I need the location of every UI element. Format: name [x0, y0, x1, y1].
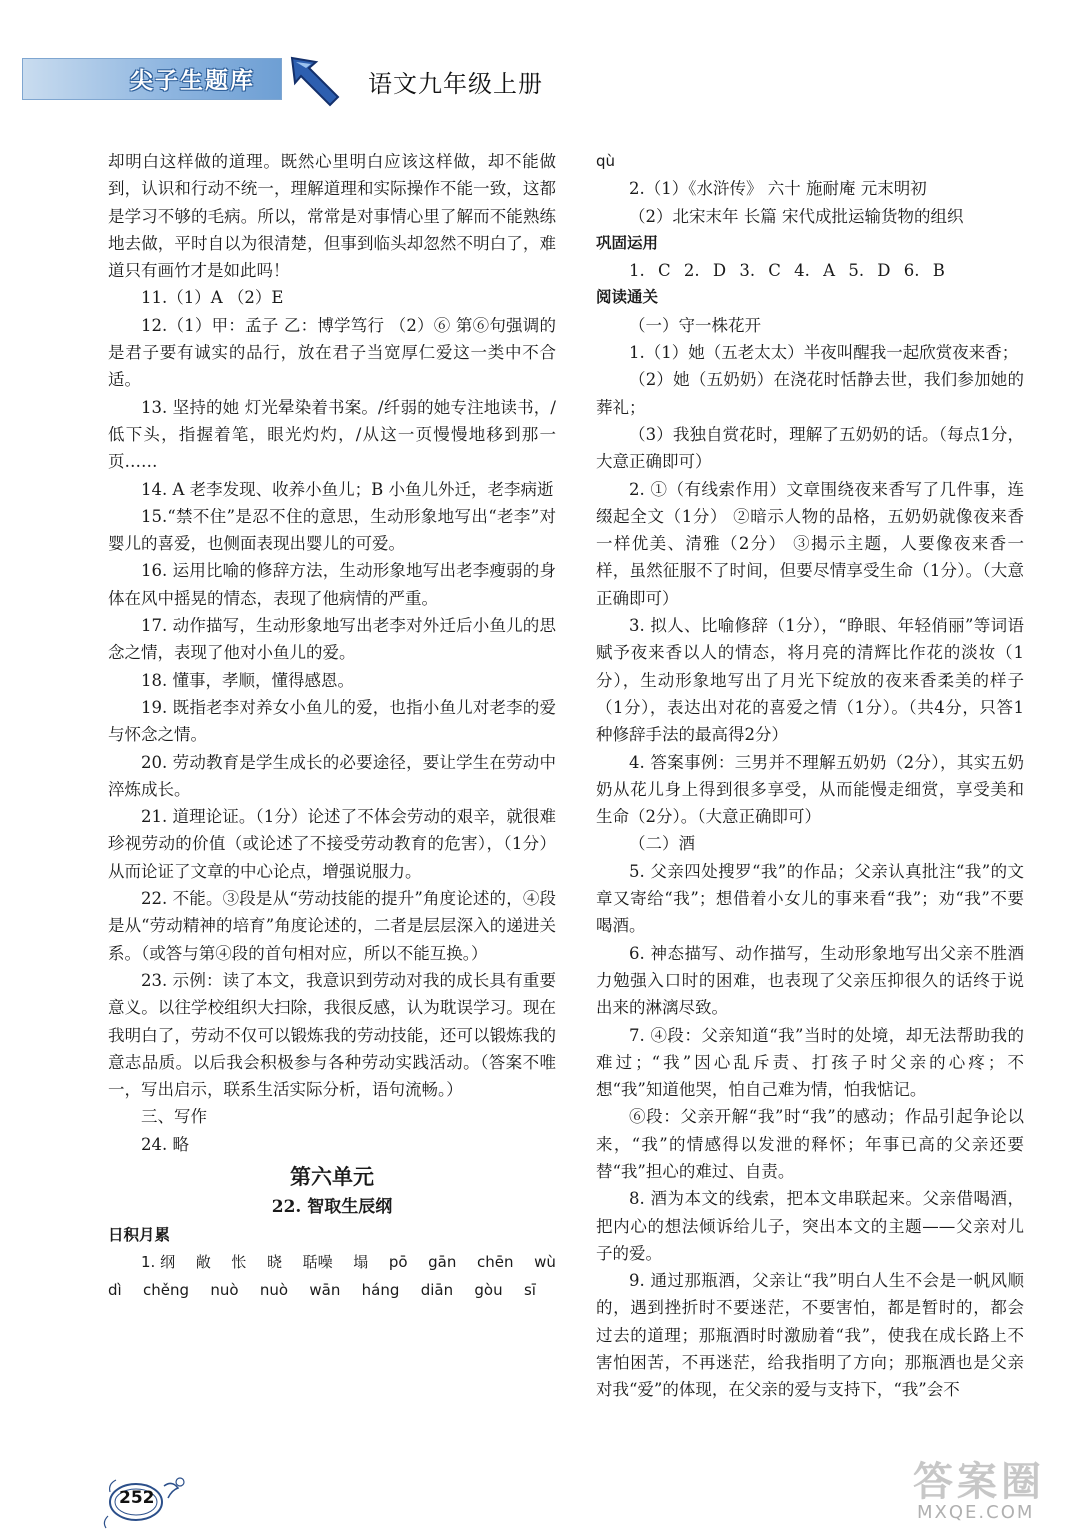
pinyin-item: 怅 — [231, 1253, 247, 1272]
reading-answer-3: 3. 拟人、比喻修辞（1分），“睁眼、年轻俏丽”等词语赋予夜来香以人的情态，将月亮的清辉比作花的淡妆（1分），生动形象地写出了月光下绽放的夜来香柔美的样子（1分），表达出对花的喜爱之情（1分）。（共4分，只答1种修辞手法的最高得2分） — [596, 616, 1024, 745]
reading-answer-7: 7. ④段：父亲知道“我”当时的处境，却无法帮助我的难过；“我”因心乱斥责、打孩子时父亲的心疼；不想“我”知道他哭，怕自己难为情，怕我惦记。 — [596, 1025, 1024, 1100]
reading-answer-1-3: （3）我独自赏花时，理解了五奶奶的话。（每点1分，大意正确即可） — [596, 424, 1024, 472]
answer-12: 12.（1）甲：孟子 乙：博学笃行 （2）⑥ 第⑥句强调的是君子要有诚实的品行，放在君子当宽厚仁爱这一类中不合适。 — [108, 315, 556, 390]
section-heading-yuedu: 阅读通关 — [596, 288, 659, 307]
answer-15: 15.“禁不住”是忍不住的意思，生动形象地写出“老李”对婴儿的喜爱，也侧面表现出婴儿的可爱。 — [108, 506, 556, 554]
answer-23: 23. 示例：读了本文，我意识到劳动对我的成长具有重要意义。以往学校组织大扫除，我很反感，认为耽误学习。现在我明白了，劳动不仅可以锻炼我的劳动技能，还可以锻炼我的意志品质。以后我会积极参与各种劳动实践活动。（答案不唯一，写出启示，联系生活实际分析，语句流畅。） — [108, 970, 556, 1100]
lesson-title: 22. 智取生辰纲 — [271, 1196, 393, 1217]
answer-20: 20. 劳动教育是学生成长的必要途径，要让学生在劳动中淬炼成长。 — [108, 752, 556, 799]
pinyin-item: gān — [428, 1253, 457, 1272]
pinyin-item: dì — [108, 1280, 122, 1299]
pinyin-item: diān — [420, 1280, 454, 1299]
section-writing: 三、写作 — [141, 1107, 207, 1127]
answer-2-1: 2.（1）《水浒传》 六十 施耐庵 元末明初 — [629, 179, 927, 199]
reading-answer-1-2: （2）她（五奶奶）在浇花时恬静去世，我们参加她的葬礼； — [596, 370, 1024, 417]
reading-answer-1-1: 1.（1）她（五老太太）半夜叫醒我一起欣赏夜来香； — [629, 343, 1019, 363]
left-column — [108, 148, 556, 1304]
reading-title-1: （一）守一株花开 — [629, 315, 761, 335]
reading-answer-5: 5. 父亲四处搜罗“我”的作品；父亲认真批注“我”的文章又寄给“我”；想借着小女儿的事来看“我”；劝“我”不要喝酒。 — [596, 861, 1024, 936]
answer-2-2: （2）北宋末年 长篇 宋代成批运输货物的组织 — [629, 206, 964, 226]
book-title: 语文九年级上册 — [368, 70, 543, 98]
reading-answer-6: 6. 神态描写、动作描写，生动形象地写出父亲不胜酒力勉强入口时的困难，也表现了父亲压抑很久的话终于说出来的淋漓尽致。 — [596, 943, 1024, 1018]
answer-14: 14. A 老李发现、收养小鱼儿；B 小鱼儿外迁，老李病逝 — [141, 479, 554, 499]
watermark-main: 答案圈 — [913, 1459, 1045, 1505]
pinyin-item: wān — [309, 1280, 341, 1299]
answer-18: 18. 懂事，孝顺，懂得感恩。 — [141, 670, 354, 690]
answer-11: 11.（1）A （2）E — [141, 288, 284, 308]
reading-title-2: （二）酒 — [629, 834, 695, 854]
pinyin-item: 敞 — [195, 1253, 211, 1272]
section-heading-rijiyuelei: 日积月累 — [108, 1225, 171, 1244]
right-column — [596, 148, 1024, 1404]
pinyin-item: pō — [388, 1253, 408, 1272]
answer-21: 21. 道理论证。（1分）论述了不体会劳动的艰辛，就很难珍视劳动的价值（或论述了不接受劳动教育的危害），（1分）从而论证了文章的中心论点，增强说服力。 — [108, 807, 556, 881]
answer-17: 17. 动作描写，生动形象地写出老李对外迁后小鱼儿的思念之情，表现了他对小鱼儿的爱。 — [108, 616, 556, 663]
answer-24: 24. 略 — [141, 1134, 189, 1154]
arrow-icon — [286, 52, 342, 108]
pinyin-item: 晓 — [266, 1253, 282, 1272]
pinyin-item: 塌 — [353, 1253, 369, 1272]
pinyin-item: nuò — [259, 1280, 289, 1299]
watermark-sub: MXQE.COM — [917, 1502, 1035, 1523]
reading-answer-9: 9. 通过那瓶酒，父亲让“我”明白人生不会是一帆风顺的，遇到挫折时不要迷茫，不要害怕，都是暂时的，都会过去的道理；那瓶酒时时激励着“我”，使我在成长路上不害怕困苦，不再迷茫，给我指明了方向；那瓶酒也是父亲对我“爱”的体现，在父亲的爱与支持下，“我”会不 — [596, 1271, 1024, 1400]
answer-19: 19. 既指老李对养女小鱼儿的爱，也指小鱼儿对老李的爱与怀念之情。 — [108, 697, 556, 745]
pinyin-item: gòu — [474, 1280, 503, 1299]
pinyin-item: chěng — [143, 1280, 190, 1299]
section-heading-gonggu: 巩固运用 — [596, 233, 659, 252]
page-header — [0, 0, 1091, 120]
pinyin-item: 聒噪 — [302, 1253, 333, 1272]
answer-16: 16. 运用比喻的修辞方法，生动形象地写出老李瘦弱的身体在风中摇晃的情态，表现了他病情的严重。 — [108, 561, 556, 608]
pinyin-continuation: qù — [596, 152, 616, 170]
page-number: 252 — [119, 1488, 155, 1508]
answer-22: 22. 不能。③段是从“劳动技能的提升”角度论述的，④段是从“劳动精神的培育”角度论述的，二者是层层深入的递进关系。（或答与第④段的首句相对应，所以不能互换。） — [108, 889, 556, 963]
pinyin-item: 1. 纲 — [141, 1253, 176, 1272]
pinyin-item: wù — [534, 1253, 556, 1272]
answer-13: 13. 坚持的她 灯光晕染着书案。/纤弱的她专注地读书，/低下头，指握着笔，眼光灼灼，/从这一页慢慢地移到那一页…… — [108, 397, 556, 472]
reading-answer-4: 4. 答案事例：三男并不理解五奶奶（2分），其实五奶奶从花儿身上得到很多享受，从而能慢走细赏，享受美和生命（2分）。（大意正确即可） — [596, 752, 1024, 827]
unit-title: 第六单元 — [290, 1163, 374, 1189]
pinyin-item: nuò — [210, 1280, 239, 1299]
reading-answer-7-b: ⑥段：父亲开解“我”时“我”的感动；作品引起争论以来，“我”的情感得以发泄的释怀；年事已高的父亲还要替“我”担心的难过、自责。 — [596, 1107, 1024, 1181]
reading-answer-2: 2. ①（有线索作用）文章围绕夜来香写了几件事，连缀起全文（1分） ②暗示人物的品格，五奶奶就像夜来香一样优美、清雅（2分） ③揭示主题，人要像夜来香一样，虽然征服不了时间，但要尽情享受生命（1分）。（大意正确即可） — [596, 479, 1024, 608]
watermark-logo — [905, 1450, 1075, 1530]
pinyin-item: chēn — [476, 1253, 514, 1272]
pinyin-line-1 — [108, 1249, 556, 1276]
brand-title: 尖子生题库 — [130, 68, 255, 94]
pinyin-item: sī — [523, 1280, 536, 1299]
reading-answer-8: 8. 酒为本文的线索，把本文串联起来。父亲借喝酒，把内心的想法倾诉给儿子，突出本文的主题——父亲对儿子的爱。 — [596, 1189, 1024, 1263]
pinyin-line-2 — [108, 1277, 556, 1304]
choice-answers: 1. C 2. D 3. C 4. A 5. D 6. B — [629, 261, 945, 281]
pinyin-item: háng — [361, 1280, 400, 1299]
answer-paragraph: 却明白这样做的道理。既然心里明白应该这样做，却不能做到，认识和行动不统一，理解道理和实际操作不能一致，这都是学习不够的毛病。所以，常常是对事情心里了解而不能熟练地去做，平时自以为很清楚，但事到临头却忽然不明白了，难道只有画竹才是如此吗！ — [108, 152, 556, 281]
